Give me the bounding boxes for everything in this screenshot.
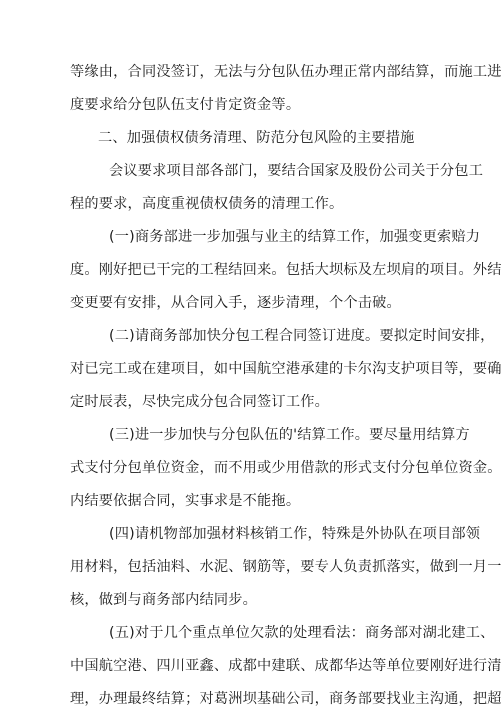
text-line: 度。刚好把已干完的工程结回来。包括大坝标及左坝肩的项目。外结 bbox=[70, 262, 502, 278]
text-line: (二)请商务部加快分包工程合同签订进度。要拟定时间安排， bbox=[109, 328, 495, 344]
text-line: (一)商务部进一步加强与业主的结算工作，加强变更索赔力 bbox=[109, 229, 481, 245]
text-line: (五)对于几个重点单位欠款的处理看法：商务部对湖北建工、 bbox=[109, 625, 495, 641]
section-heading: 二、加强债权债务清理、防范分包风险的主要措施 bbox=[98, 130, 415, 146]
text-line: (四)请机物部加强材料核销工作，特殊是外协队在项目部领 bbox=[109, 526, 481, 542]
text-line: 核，做到与商务部内结同步。 bbox=[70, 592, 258, 608]
text-line: 等缘由，合同没签订，无法与分包队伍办理正常内部结算，而施工进 bbox=[70, 64, 502, 80]
text-line: 度要求给分包队伍支付肯定资金等。 bbox=[70, 97, 301, 113]
text-line: 用材料，包括油料、水泥、钢筋等，要专人负责抓落实，做到一月一 bbox=[70, 559, 502, 575]
text-line: 定时辰表，尽快完成分包合同签订工作。 bbox=[70, 394, 329, 410]
text-line: 会议要求项目部各部门，要结合国家及股份公司关于分包工 bbox=[109, 163, 484, 179]
text-line: 内结要依据合同，实事求是不能拖。 bbox=[70, 493, 301, 509]
text-line: 中国航空港、四川亚鑫、成都中建联、成都华达等单位要刚好进行清 bbox=[70, 658, 502, 674]
text-line: 变更要有安排，从合同入手，逐步清理，个个击破。 bbox=[70, 295, 401, 311]
text-line: 理，办理最终结算；对葛洲坝基础公司，商务部要找业主沟通，把超 bbox=[70, 691, 502, 707]
text-line: (三)进一步加快与分包队伍的'结算工作。要尽量用结算方 bbox=[109, 427, 470, 443]
text-line: 式支付分包单位资金，而不用或少用借款的形式支付分包单位资金。 bbox=[70, 460, 502, 476]
text-line: 对已完工或在建项目，如中国航空港承建的卡尔沟支护项目等，要确 bbox=[70, 361, 502, 377]
text-line: 程的要求，高度重视债权债务的清理工作。 bbox=[70, 196, 344, 212]
